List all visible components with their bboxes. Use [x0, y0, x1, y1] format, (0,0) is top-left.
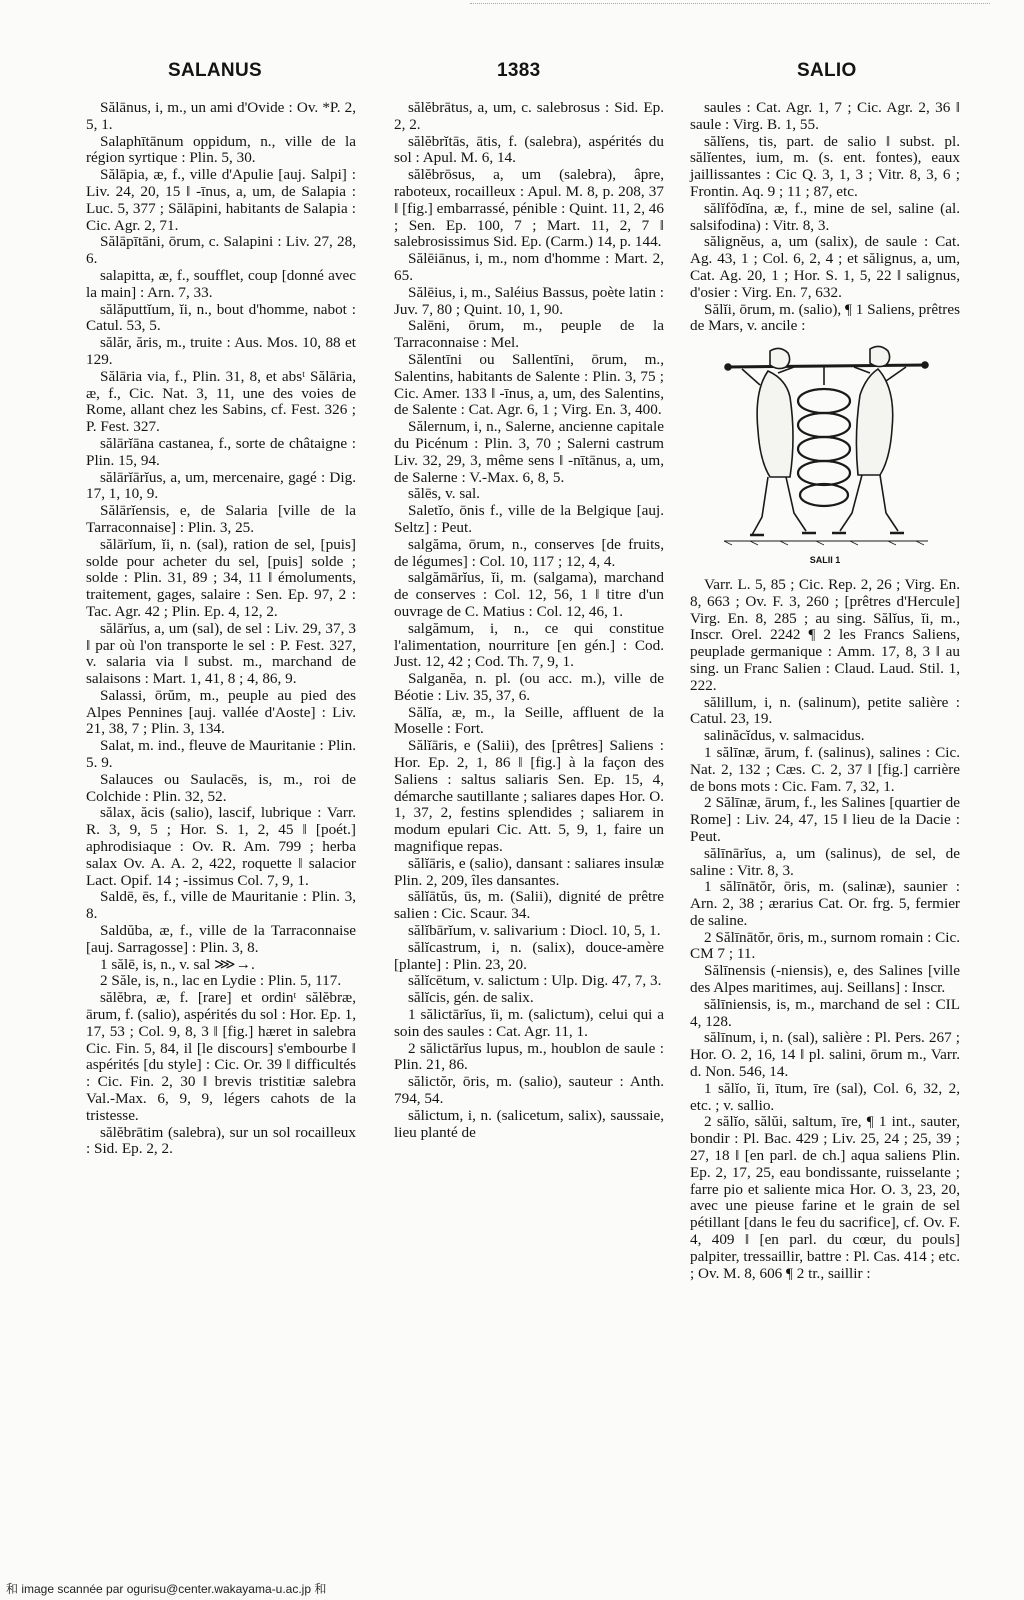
dictionary-entry: 2 sălictārĭus lupus, m., houblon de saule : Plin. 21, 86. [394, 1039, 664, 1074]
dictionary-entry: 2 Săle, is, n., lac en Lydie : Plin. 5, 117. [100, 972, 342, 990]
dictionary-entry: Sălĭāris, e (Salii), des [prêtres] Saliens : Hor. Ep. 2, 1, 86 ‖ [fig.] à la façon des Saliens : saltus saliaris Sen. Ep. 15, 4, démarche sautillante ; saliares dapes Hor. O. 1, 37, 2, festins splendides ; saliarem in modum epulari Cic. Att. 5, 9, 1, faire un magnifique repas. [394, 737, 664, 856]
column-right-top [690, 100, 960, 335]
column-right [690, 100, 960, 1282]
salii-figure [690, 345, 960, 569]
dictionary-entry: 1 sălīnæ, ārum, f. (salinus), salines : Cic. Nat. 2, 132 ; Cæs. C. 2, 37 ‖ [fig.] carrière de bons mots : Cic. Fam. 7, 32, 1. [690, 743, 960, 795]
dictionary-entry: Salassi, ōrŭm, m., peuple au pied des Alpes Pennines [auj. vallée d'Aoste] : Liv. 21, 38, 7 ; Plin. 3, 134. [86, 686, 356, 738]
dictionary-entry: 2 sălĭo, sălŭi, saltum, īre, ¶ 1 int., sauter, bondir : Pl. Bac. 429 ; Liv. 25, 24 ; 25, 39 ; 27, 18 ‖ [en parl. de ch.] aqua saliens Plin. Ep. 2, 17, 25, eau bondissante, ruisselante ; farre pio et saliente mica Hor. O. 3, 23, 20, avec une pieuse farine et le grain de sel pétillant [dans le feu du sacrifice], cf. Ov. F. 4, 409 ‖ [en parl. du cœur, du pouls] palpiter, tressaillir, battre : Pl. Cas. 414 ; etc. ; Ov. M. 8, 606 ¶ 2 tr., saillir : [690, 1113, 960, 1282]
dictionary-entry: salgăma, ōrum, n., conserves [de fruits, de légumes] : Col. 10, 117 ; 12, 4, 4. [394, 535, 664, 570]
dictionary-entry: salgămum, i, n., ce qui constitue l'alimentation, nourriture [en gén.] : Cod. Just. 12, 42 ; Cod. Th. 7, 9, 1. [394, 619, 664, 671]
dictionary-entry: sălĕbrātim (salebra), sur un sol rocailleux : Sid. Ep. 2, 2. [86, 1123, 356, 1158]
dictionary-entry: sălārĭum, ĭi, n. (sal), ration de sel, [puis] solde pour acheter du sel, [puis] solde ; solde : Plin. 31, 89 ; 34, 11 ‖ émoluments, traitement, gages, salaire : Sen. Ep. 97, 2 : Tac. Agr. 42 ; Plin. Ep. 4, 12, 2. [86, 535, 356, 620]
scan-credit-footer: 和 image scannée par ogurisu@center.wakayama-u.ac.jp 和 [6, 1582, 327, 1596]
column-right-bottom [690, 577, 960, 1282]
dictionary-entry: Sălentīni ou Sallentīni, ōrum, m., Salentins, habitants de Salente : Plin. 3, 75 ; Cic. Amer. 133 ‖ -īnus, a, um, des Salentins, de Salente : Cat. Agr. 6, 1 ; Virg. En. 3, 400. [394, 350, 664, 419]
dictionary-entry: sălignĕus, a, um (salix), de saule : Cat. Ag. 43, 1 ; Col. 6, 2, 4 ; et sălignus, a, um, Cat. Ag. 20, 1 ; Hor. S. 1, 5, 22 ‖ salignus, d'osier : Virg. En. 7, 632. [690, 233, 960, 301]
dictionary-entry: sălĕbrōsus, a, um (salebra), âpre, raboteux, rocailleux : Apul. M. 8, p. 208, 37 ‖ [fig.] embarrassé, pénible : Quint. 11, 2, 46 ; Sen. Ep. 100, 7 ; Mart. 11, 2, 7 ‖ salebrosissimus Sid. Ep. (Carm.) 14, p. 144. [394, 166, 664, 251]
dictionary-entry: salinăcĭdus, v. salmacidus. [704, 727, 865, 745]
dictionary-entry: Sălānus, i, m., un ami d'Ovide : Ov. *P. 2, 5, 1. [86, 99, 356, 133]
dictionary-entry: Sălīnensis (-niensis), e, des Salines [ville des Alpes maritimes, auj. Seillans] : Inscr. [690, 962, 960, 997]
running-head-right: SALIO [797, 60, 857, 81]
column-left [86, 100, 356, 1158]
dictionary-entry: sălārĭāna castanea, f., sorte de châtaigne : Plin. 15, 94. [86, 434, 356, 469]
page-number: 1383 [497, 60, 541, 81]
dictionary-entry: Sălāpītāni, ōrum, c. Salapini : Liv. 27, 28, 6. [86, 233, 356, 268]
dictionary-entry: sălillum, i, n. (salinum), petite salière : Catul. 23, 19. [690, 693, 960, 728]
dictionary-entry: Sălāria via, f., Plin. 31, 8, et absᵗ Sălāria, æ, f., Cic. Nat. 3, 11, une des voies de Rome, allant chez les Sabins, cf. Fest. 326 ; P. Fest. 327. [86, 367, 356, 436]
dictionary-entry: sălĭcastrum, i, n. (salix), douce-amère [plante] : Plin. 23, 20. [394, 938, 664, 973]
dictionary-entry: 2 Sălīnātŏr, ōris, m., surnom romain : Cic. CM 7 ; 11. [690, 928, 960, 963]
dictionary-entry: Sălārĭensis, e, de Salaria [ville de la Tarraconnaise] : Plin. 3, 25. [86, 502, 356, 536]
dictionary-entry: sălīnum, i, n. (sal), salière : Pl. Pers. 267 ; Hor. O. 2, 16, 14 ‖ pl. salini, ōrum m., Varr. d. Non. 546, 14. [690, 1029, 960, 1081]
salii-illustration [720, 345, 930, 550]
dictionary-entry: 1 sălē, is, n., v. sal ⋙→. [100, 955, 255, 973]
dictionary-entry: sălārĭārĭus, a, um, mercenaire, gagé : Dig. 17, 1, 10, 9. [86, 468, 356, 503]
dictionary-entry: sălĭbārĭum, v. salivarium : Diocl. 10, 5, 1. [408, 922, 661, 940]
dictionary-entry: Saldē, ēs, f., ville de Mauritanie : Plin. 3, 8. [86, 888, 356, 923]
dictionary-entry: Sălernum, i, n., Salerne, ancienne capitale du Picénum : Plin. 3, 70 ; Salerni castrum Liv. 32, 29, 3, même sens ‖ -nītānus, a, um, de Salerne : V.-Max. 6, 8, 5. [394, 418, 664, 486]
dictionary-entry: Saldŭba, æ, f., ville de la Tarraconnaise [auj. Sarragosse] : Plin. 3, 8. [86, 922, 356, 956]
dictionary-entry: Salauces ou Saulacēs, is, m., roi de Colchide : Plin. 32, 52. [86, 770, 356, 805]
running-head-left: SALANUS [168, 60, 262, 81]
dictionary-entry: Salaphītānum oppidum, n., ville de la région syrtique : Plin. 5, 30. [86, 132, 356, 167]
dictionary-entry: sălārĭus, a, um (sal), de sel : Liv. 29, 37, 3 ‖ par où l'on transporte le sel : P. Fest. 327, v. salaria via ‖ subst. m., marchand de salaisons : Mart. 1, 41, 8 ; 4, 86, 9. [86, 619, 356, 688]
dictionary-entry: sălīniensis, is, m., marchand de sel : CIL 4, 128. [690, 995, 960, 1030]
dictionary-entry: Sălāpia, æ, f., ville d'Apulie [auj. Salpi] : Liv. 24, 20, 15 ‖ -īnus, a, um, de Salapia : Luc. 5, 377 ; Sălāpini, habitants de Salapia : Cic. Agr. 2, 71. [86, 166, 356, 234]
dictionary-entry: 2 Sălīnæ, ārum, f., les Salines [quartier de Rome] : Liv. 24, 47, 15 ‖ lieu de la Dacie : Peut. [690, 794, 960, 845]
dictionary-entry: Varr. L. 5, 85 ; Cic. Rep. 2, 26 ; Virg. En. 8, 663 ; Ov. F. 3, 260 ; [prêtres d'Hercule] Virg. En. 8, 285 ; au sing. Sălĭus, ĭi, m., Inscr. Orel. 2242 ¶ 2 les Francs Saliens, peuplade germanique : Amm. 17, 8, 3 ‖ au sing. un Franc Salien : Claud. Laud. Stil. 1, 222. [690, 575, 960, 694]
dictionary-entry: sălĕbrātus, a, um, c. salebrosus : Sid. Ep. 2, 2. [394, 99, 664, 133]
scan-top-line [470, 3, 990, 4]
dictionary-entry: sălĕbra, æ, f. [rare] et ordinᵗ sălĕbræ, ārum, f. (salio), aspérités du sol : Hor. Ep. 1, 17, 53 ; Col. 9, 8, 3 ‖ [fig.] hæret in salebra Cic. Fin. 5, 84, il [le discours] s'embourbe ‖ aspérités [du style] : Cic. Or. 39 ‖ difficultés : Cic. Fin. 2, 30 ‖ brevis tristitiæ salebra Val.-Max. 6, 9, 9, légers cahots de la tristesse. [86, 989, 356, 1124]
dictionary-entry: sălēs, v. sal. [408, 485, 480, 503]
dictionary-entry: sălīnārĭus, a, um (salinus), de sel, de saline : Vitr. 8, 3. [690, 844, 960, 879]
dictionary-entry: Sălĭa, æ, m., la Seille, affluent de la Moselle : Fort. [394, 703, 664, 738]
dictionary-entry: 1 sălīnātŏr, ōris, m. (salinæ), saunier : Arn. 2, 38 ; ærarius Cat. Or. frg. 5, fermier de saline. [690, 878, 960, 929]
dictionary-entry: sălĕbrĭtās, ātis, f. (salebra), aspérités du sol : Apul. M. 6, 14. [394, 132, 664, 167]
dictionary-entry: salgămārĭus, ĭi, m. (salgama), marchand de conserves : Col. 12, 56, 1 ‖ titre d'un ouvrage de C. Matius : Col. 12, 46, 1. [394, 569, 664, 620]
dictionary-entry: sălax, ăcis (salio), lascif, lubrique : Varr. R. 3, 9, 5 ; Hor. S. 1, 2, 45 ‖ [poét.] aphrodisiaque : Ov. R. Am. 799 ; herba salax Ov. A. A. 2, 422, roquette ‖ salacior Lact. Opif. 14 ; -issimus Col. 7, 9, 1. [86, 804, 356, 889]
dictionary-entry: sălăr, ăris, m., truite : Aus. Mos. 10, 88 et 129. [86, 334, 356, 368]
dictionary-entry: Salganĕa, n. pl. (ou acc. m.), ville de Béotie : Liv. 35, 37, 6. [394, 670, 664, 704]
dictionary-entry: Salat, m. ind., fleuve de Mauritanie : Plin. 5. 9. [86, 737, 356, 772]
dictionary-entry: sălĭcētum, v. salictum : Ulp. Dig. 47, 7, 3. [408, 972, 662, 990]
dictionary-entry: sălĭens, tis, part. de salio ‖ subst. pl. sălĭentes, ium, m. (s. ent. fontes), eaux jaillissantes : Cic Q. 3, 1, 3 ; Vitr. 8, 3, 6 ; Frontin. Aq. 9 ; 11 ; 87, etc. [690, 132, 960, 200]
dictionary-entry: sălăputtĭum, ĭi, n., bout d'homme, nabot : Catul. 53, 5. [86, 300, 356, 335]
dictionary-entry: sălĭcis, gén. de salix. [408, 989, 534, 1007]
dictionary-entry: sălĭfŏdĭna, æ, f., mine de sel, saline (al. salsifodina) : Vitr. 8, 3. [690, 199, 960, 234]
dictionary-entry: sălĭātŭs, ūs, m. (Salii), dignité de prêtre salien : Cic. Scaur. 34. [394, 888, 664, 923]
dictionary-entry: Sălēiānus, i, m., nom d'homme : Mart. 2, 65. [394, 250, 664, 284]
dictionary-entry: salapitta, æ, f., soufflet, coup [donné avec la main] : Arn. 7, 33. [86, 266, 356, 301]
dictionary-entry: Sălēius, i, m., Saléius Bassus, poète latin : Juv. 7, 80 ; Quint. 10, 1, 90. [394, 283, 664, 318]
dictionary-entry: sălĭāris, e (salio), dansant : saliares insulæ Plin. 2, 209, îles dansantes. [394, 854, 664, 889]
dictionary-entry: Saletĭo, ōnis f., ville de la Belgique [auj. Seltz] : Peut. [394, 502, 664, 536]
dictionary-entry: sălictŏr, ōris, m. (salio), sauteur : Anth. 794, 54. [394, 1073, 664, 1108]
dictionary-entry: 1 sălictārĭus, ĭi, m. (salictum), celui qui a soin des saules : Cat. Agr. 11, 1. [394, 1006, 664, 1040]
dictionary-entry: Sălĭi, ōrum, m. (salio), ¶ 1 Saliens, prêtres de Mars, v. ancile : [690, 300, 960, 335]
dictionary-entry: 1 sălĭo, ĭi, ītum, īre (sal), Col. 6, 32, 2, etc. ; v. sallio. [690, 1079, 960, 1114]
dictionary-entry: sălictum, i, n. (salicetum, salix), saussaie, lieu planté de [394, 1106, 664, 1141]
dictionary-entry: Salēni, ōrum, m., peuple de la Tarraconnaise : Mel. [394, 317, 664, 352]
figure-caption: SALII 1 [809, 555, 841, 566]
column-middle [394, 100, 664, 1141]
dictionary-entry: saules : Cat. Agr. 1, 7 ; Cic. Agr. 2, 36 ‖ saule : Virg. B. 1, 55. [690, 99, 960, 133]
